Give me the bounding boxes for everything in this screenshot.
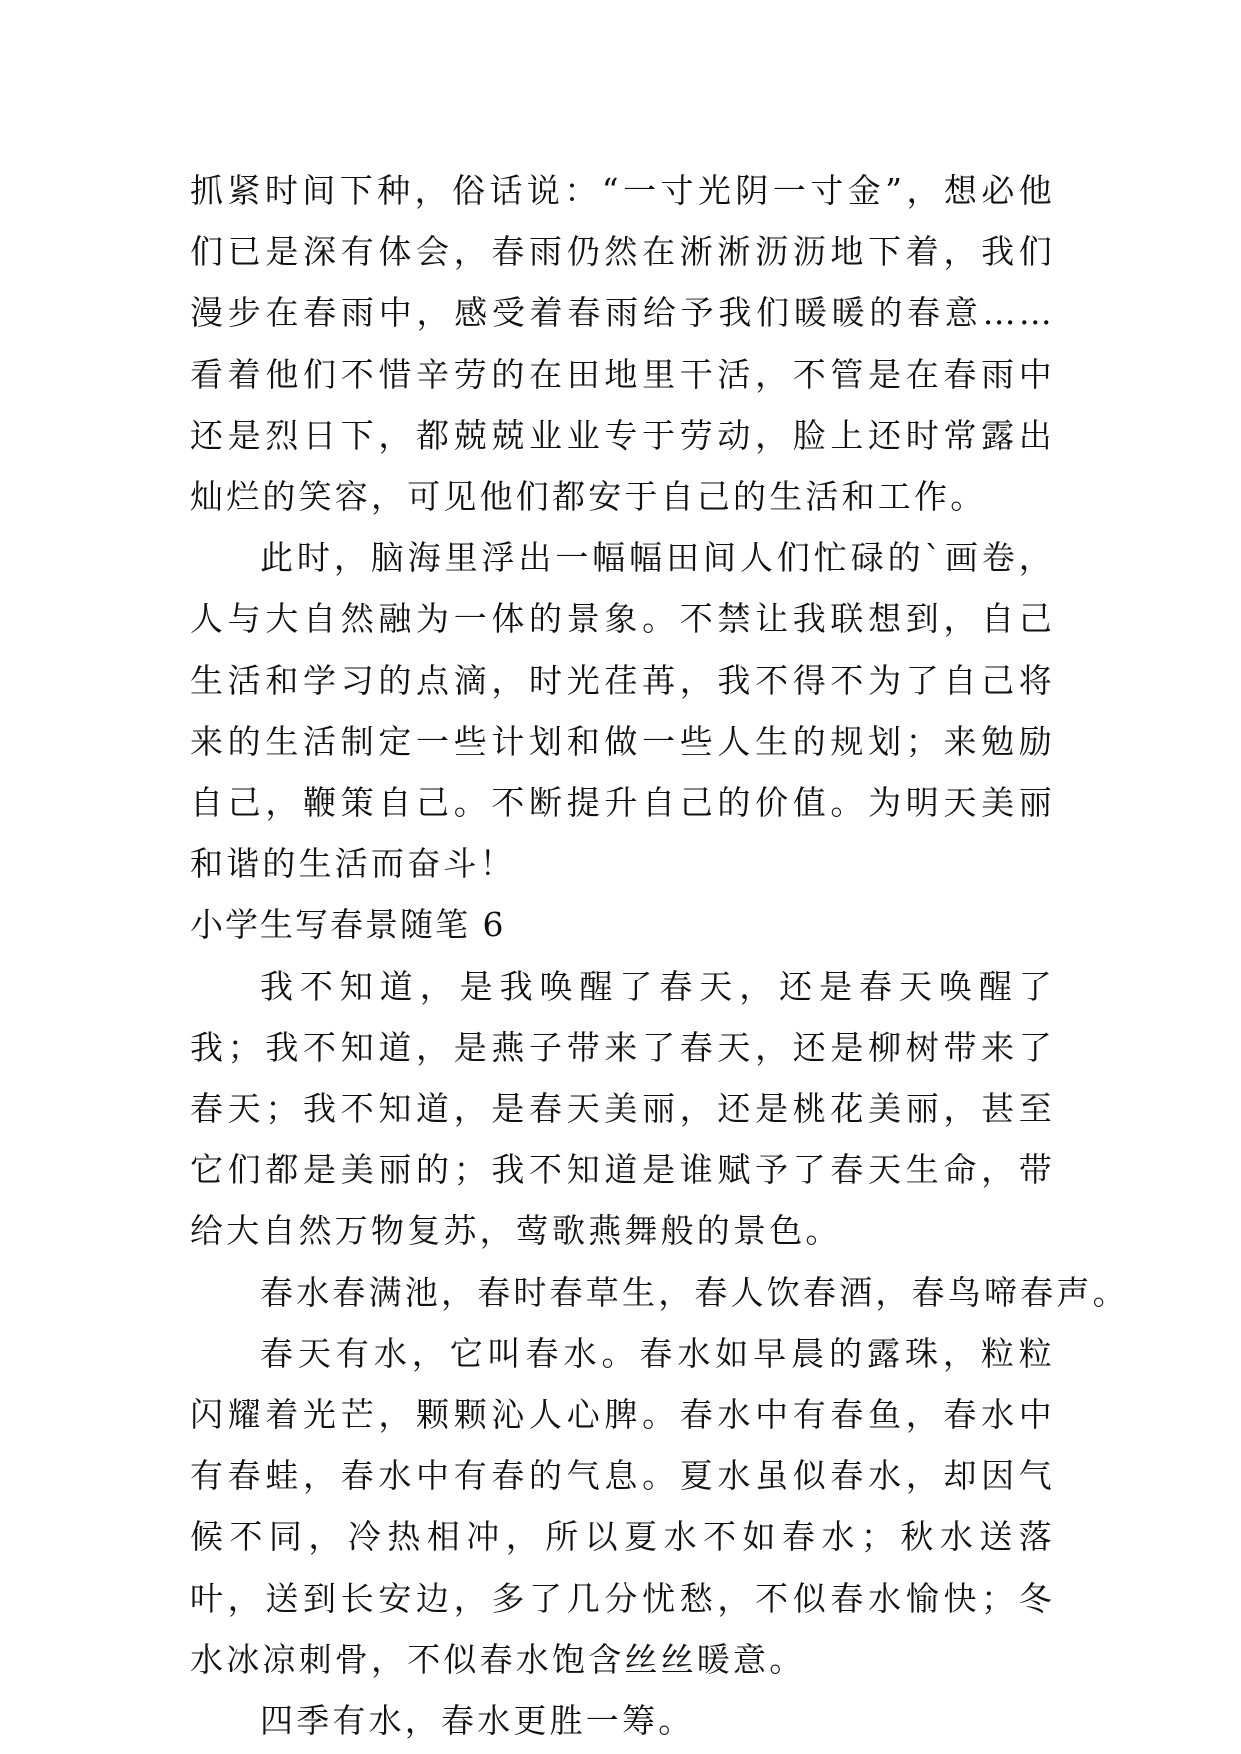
paragraph-closing: 四季有水，春水更胜一筹。	[260, 1701, 695, 1741]
paragraph-continuation: 抓紧时间下种，俗话说：“一寸光阴一寸金”，想必他们已是深有体会，春雨仍然在淅淅沥沥地下着，我们漫步在春雨中，感受着春雨给予我们暖暖的春意……看着他们不惜辛劳的在田地里干活，不管是在春雨中还是烈日下，都兢兢业业专于劳动，脸上还时常露出灿烂的笑容，可见他们都安于自己的生活和工作。	[190, 171, 1055, 517]
section-heading: 小学生写春景随笔 6	[190, 905, 506, 945]
document-body	[190, 160, 1129, 1751]
paragraph-spring-water: 春天有水，它叫春水。春水如早晨的露珠，粒粒闪耀着光芒，颗颗沁人心脾。春水中有春鱼，春水中有春蛙，春水中有春的气息。夏水虽似春水，却因气候不同，冷热相冲，所以夏水不如春水；秋水送落叶，送到长安边，多了几分忧愁，不似春水愉快；冬水冰凉刺骨，不似春水饱含丝丝暖意。	[190, 1333, 1055, 1679]
paragraph-spring-wonder: 我不知道，是我唤醒了春天，还是春天唤醒了我；我不知道，是燕子带来了春天，还是柳树带来了春天；我不知道，是春天美丽，还是桃花美丽，甚至它们都是美丽的；我不知道是谁赋予了春天生命，带给大自然万物复苏，莺歌燕舞般的景色。	[190, 966, 1055, 1251]
paragraph-spring-verse: 春水春满池，春时春草生，春人饮春酒，春鸟啼春声。	[260, 1272, 1129, 1312]
paragraph-reflection: 此时，脑海里浮出一幅幅田间人们忙碌的`画卷，人与大自然融为一体的景象。不禁让我联想到，自己生活和学习的点滴，时光荏苒，我不得不为了自己将来的生活制定一些计划和做一些人生的规划；来勉励自己，鞭策自己。不断提升自己的价值。为明天美丽和谐的生活而奋斗！	[190, 538, 1055, 884]
